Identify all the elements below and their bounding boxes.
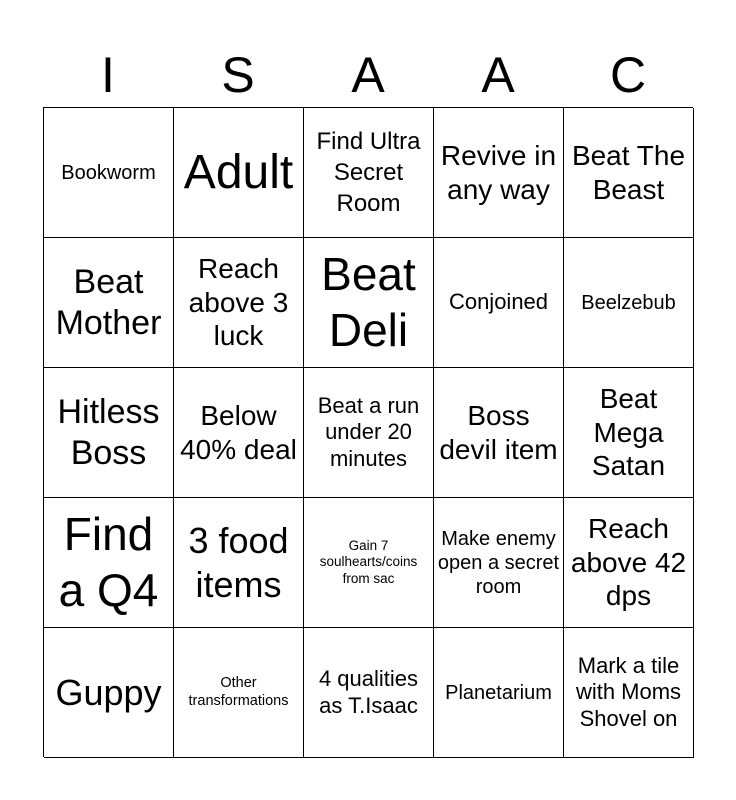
bingo-cell-r5c3[interactable]: 4 qualities as T.Isaac: [304, 628, 434, 758]
bingo-header: [43, 42, 693, 108]
bingo-cell-r5c2[interactable]: Other transformations: [174, 628, 304, 758]
bingo-cell-r1c1[interactable]: Bookworm: [44, 108, 174, 238]
header-letter-a-2: A: [481, 47, 515, 103]
bingo-cell-r1c2[interactable]: Adult: [174, 108, 304, 238]
bingo-cell-r3c2[interactable]: Below 40% deal: [174, 368, 304, 498]
bingo-cell-r2c4[interactable]: Conjoined: [434, 238, 564, 368]
bingo-cell-r4c3[interactable]: Gain 7 soulhearts/coins from sac: [304, 498, 434, 628]
bingo-cell-r3c4[interactable]: Boss devil item: [434, 368, 564, 498]
bingo-cell-r4c1[interactable]: Find a Q4: [44, 498, 174, 628]
bingo-cell-r5c5[interactable]: Mark a tile with Moms Shovel on: [564, 628, 694, 758]
header-letter-c: C: [609, 47, 647, 103]
bingo-cell-r5c1[interactable]: Guppy: [44, 628, 174, 758]
bingo-cell-r2c5[interactable]: Beelzebub: [564, 238, 694, 368]
bingo-cell-r5c4[interactable]: Planetarium: [434, 628, 564, 758]
bingo-cell-r2c3[interactable]: Beat Deli: [304, 238, 434, 368]
bingo-cell-r3c3[interactable]: Beat a run under 20 minutes: [304, 368, 434, 498]
bingo-cell-r1c4[interactable]: Revive in any way: [434, 108, 564, 238]
bingo-cell-r2c2[interactable]: Reach above 3 luck: [174, 238, 304, 368]
bingo-cell-r3c1[interactable]: Hitless Boss: [44, 368, 174, 498]
bingo-cell-r4c5[interactable]: Reach above 42 dps: [564, 498, 694, 628]
bingo-cell-r3c5[interactable]: Beat Mega Satan: [564, 368, 694, 498]
bingo-cell-r2c1[interactable]: Beat Mother: [44, 238, 174, 368]
header-letter-s: S: [221, 47, 255, 103]
bingo-board: [43, 107, 693, 757]
bingo-cell-r1c5[interactable]: Beat The Beast: [564, 108, 694, 238]
header-letter-i: I: [101, 47, 115, 103]
bingo-cell-r4c4[interactable]: Make enemy open a secret room: [434, 498, 564, 628]
bingo-cell-r1c3[interactable]: Find Ultra Secret Room: [304, 108, 434, 238]
bingo-cell-r4c2[interactable]: 3 food items: [174, 498, 304, 628]
header-letter-a: A: [351, 47, 385, 103]
